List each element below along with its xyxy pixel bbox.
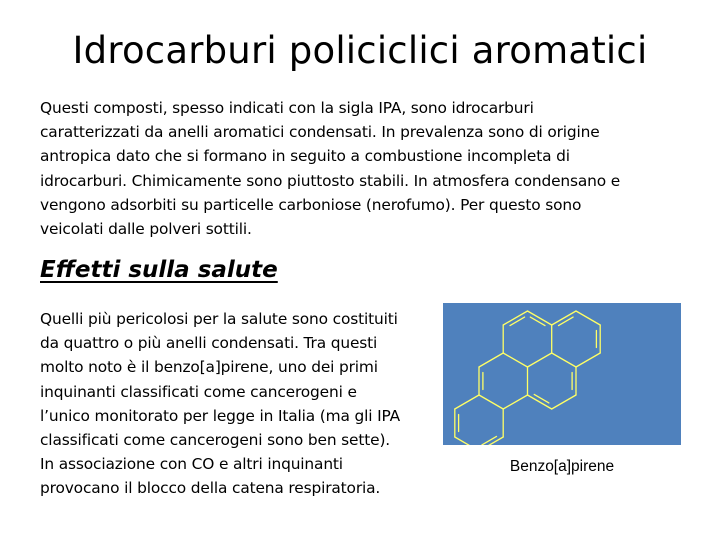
bond-line [455,437,479,445]
intro-line: veicolati dalle polveri sottili. [40,220,252,239]
body-line: provocano il blocco della catena respiratoria. [40,479,381,498]
benzopyrene-structure-image [443,303,681,445]
bond-line [455,395,479,409]
body-line: In associazione con CO e altri inquinanti [40,455,343,474]
bond-line [534,394,549,403]
benzopyrene-structure-drawing [443,303,681,445]
body-line: da quattro o più anelli condensati. Tra questi [40,334,378,353]
bond-line [510,317,525,326]
body-line: inquinanti classificati come cancerogeni e [40,382,357,401]
bond-line [552,353,576,367]
bond-line [503,353,527,367]
figure-caption: Benzo[a]pirene [509,458,615,475]
bond-line [479,353,503,367]
bond-line [503,395,527,409]
intro-line: antropica dato che si formano in seguito a combustione incompleta di [40,147,570,166]
bond-line [552,395,576,409]
intro-line: vengono adsorbiti su particelle carboniose (nerofumo). Per questo sono [40,195,582,214]
bond-line [576,311,600,325]
body-line: l’unico monitorato per legge in Italia (ma gli IPA [40,406,401,425]
body-line: Quelli più pericolosi per la salute sono costituiti [40,310,398,328]
bond-line [530,317,545,326]
section-title: Effetti sulla salute [40,257,278,283]
intro-line: Questi composti, spesso indicati con la sigla IPA, sono idrocarburi [40,99,534,117]
intro-line: caratterizzati da anelli aromatici condensati. In prevalenza sono di origine [40,123,600,142]
body-line: molto noto è il benzo[a]pirene, uno dei primi [40,358,378,377]
bond-line [559,317,574,326]
intro-paragraph [40,96,690,241]
bond-line [576,353,600,367]
intro-line: idrocarburi. Chimicamente sono piuttosto stabili. In atmosfera condensano e [40,171,621,190]
bond-line [528,353,552,367]
health-effects-paragraph [40,307,440,501]
body-line: classificati come cancerogeni sono ben sette). [40,431,391,450]
bond-line [479,395,503,409]
ipa-acronym: IPA [378,99,402,117]
slide-title: Idrocarburi policiclici aromatici [72,29,648,72]
bond-line [482,436,497,445]
